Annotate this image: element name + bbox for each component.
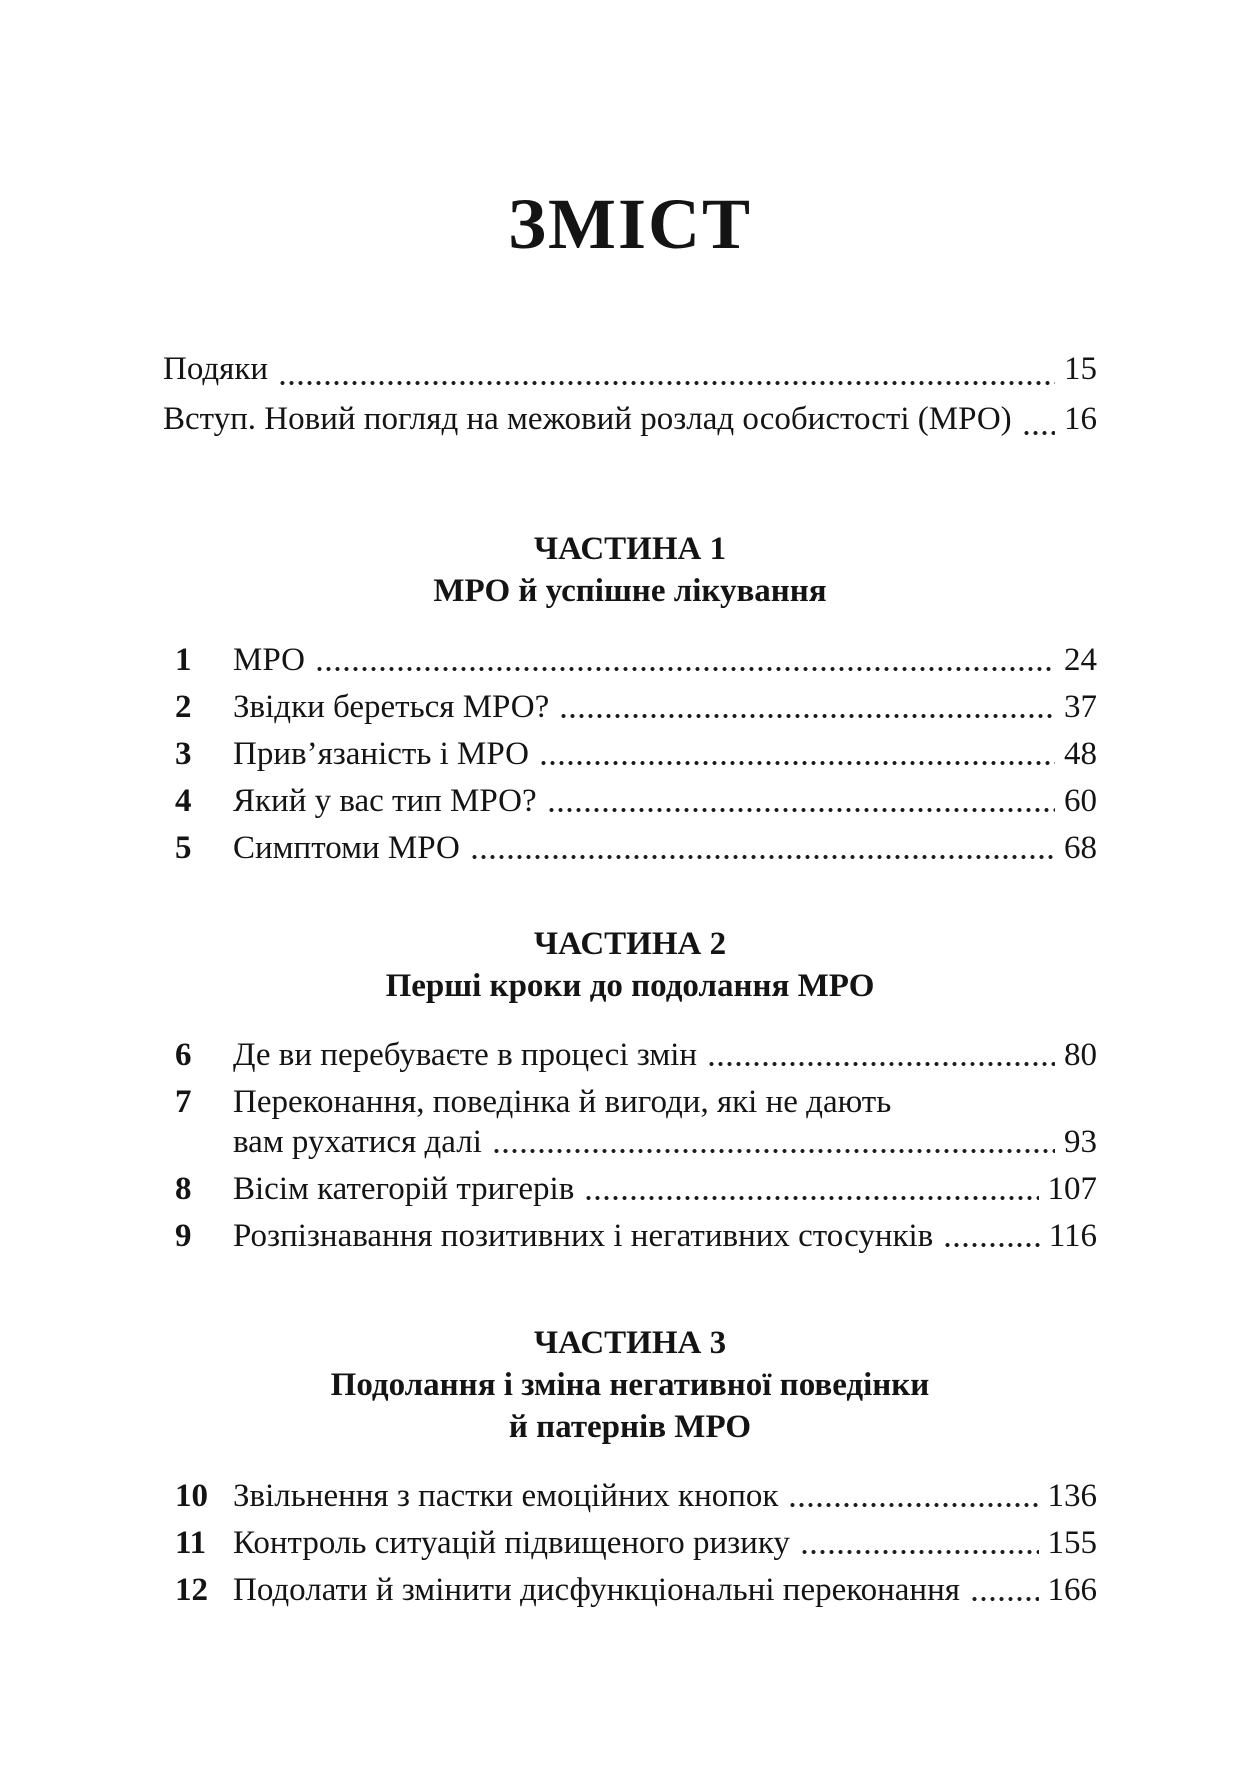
part-heading [163, 528, 1097, 612]
page-title: ЗМІСТ [508, 184, 752, 264]
part-subtitle-line-2: й патернів МРО [508, 1409, 752, 1445]
dot-leader [584, 1193, 1038, 1203]
chapter-title-multiline [233, 1082, 1097, 1162]
part-label: ЧАСТИНА 3 [533, 1325, 727, 1361]
chapter-title: Подолати й змінити дисфункціональні переконання [233, 1572, 960, 1608]
page-number: 80 [1064, 1037, 1097, 1073]
chapter-title-line-2-row [233, 1122, 1097, 1162]
chapter-title: Контроль ситуацій підвищеного ризику [233, 1525, 790, 1561]
part-subtitle: МРО й успішне лікування [433, 573, 827, 609]
chapter-number: 3 [175, 736, 192, 772]
page-number: 107 [1047, 1171, 1097, 1207]
page-number: 48 [1064, 736, 1097, 772]
chapter-number: 1 [175, 642, 192, 678]
dot-leader [315, 664, 1055, 674]
toc-entry [163, 1476, 1097, 1516]
page-number: 68 [1064, 830, 1097, 866]
dot-leader [547, 805, 1055, 815]
chapter-number: 2 [175, 689, 192, 725]
chapter-list [163, 640, 1097, 868]
toc-entry [163, 781, 1097, 821]
page-number: 16 [1064, 401, 1097, 437]
chapter-title: МРО [233, 642, 305, 678]
chapter-title: Розпізнавання позитивних і негативних стосунків [233, 1218, 934, 1254]
dot-leader [943, 1240, 1039, 1250]
chapter-number: 8 [175, 1171, 192, 1207]
chapter-number: 9 [175, 1218, 192, 1254]
dot-leader [788, 1500, 1038, 1510]
toc-entry [163, 1082, 1097, 1162]
chapter-title: Вісім категорій тригерів [233, 1171, 575, 1207]
part-subtitle-line-1: Подолання і зміна негативної поведінки [330, 1367, 930, 1403]
part-heading [163, 923, 1097, 1007]
dot-leader [470, 852, 1055, 862]
chapter-title: Прив’язаність і МРО [233, 736, 529, 772]
toc-entry [163, 1169, 1097, 1209]
page-number: 166 [1047, 1572, 1097, 1608]
dot-leader [492, 1146, 1055, 1156]
front-matter-list [163, 344, 1097, 444]
toc-entry [163, 344, 1097, 394]
page-number: 155 [1047, 1525, 1097, 1561]
page-number: 15 [1064, 351, 1097, 387]
toc-entry [163, 1035, 1097, 1075]
toc-entry [163, 394, 1097, 444]
toc-entry [163, 640, 1097, 680]
page-number: 37 [1064, 689, 1097, 725]
chapter-title: Який у вас тип МРО? [233, 783, 537, 819]
toc-entry [163, 687, 1097, 727]
chapter-number: 12 [175, 1572, 208, 1608]
page-number: 24 [1064, 642, 1097, 678]
chapter-list [163, 1476, 1097, 1610]
dot-leader [800, 1547, 1039, 1557]
dot-leader [539, 758, 1055, 768]
dot-leader [970, 1594, 1039, 1604]
chapter-title: Звідки береться МРО? [233, 689, 550, 725]
chapter-number: 6 [175, 1037, 192, 1073]
chapter-title: Де ви перебуваєте в процесі змін [233, 1037, 698, 1073]
chapter-number: 10 [175, 1478, 208, 1514]
dot-leader [707, 1059, 1055, 1069]
chapter-list [163, 1035, 1097, 1256]
part-subtitle: Перші кроки до подолання МРО [385, 968, 875, 1004]
page-number: 116 [1048, 1218, 1097, 1254]
chapter-number: 4 [175, 783, 192, 819]
entry-label: Вступ. Новий погляд на межовий розлад особистості (МРО) [163, 401, 1012, 437]
chapter-title: Звільнення з пастки емоційних кнопок [233, 1478, 779, 1514]
part-heading [163, 1322, 1097, 1448]
dot-leader [559, 711, 1055, 721]
toc-entry [163, 1216, 1097, 1256]
chapter-number: 7 [175, 1084, 192, 1120]
toc-content [163, 184, 1097, 1610]
dot-leader [278, 378, 1055, 388]
chapter-number: 11 [175, 1525, 207, 1561]
dot-leader [1022, 428, 1055, 438]
chapter-title-line-2: вам рухатися далі [233, 1124, 482, 1160]
page-number: 93 [1064, 1124, 1097, 1160]
toc-entry [163, 1570, 1097, 1610]
toc-entry [163, 828, 1097, 868]
part-label: ЧАСТИНА 2 [533, 926, 727, 962]
chapter-title-line-1: Переконання, поведінка й вигоди, які не дають [233, 1084, 892, 1120]
page-number: 60 [1064, 783, 1097, 819]
toc-entry [163, 734, 1097, 774]
toc-entry [163, 1523, 1097, 1563]
part-label: ЧАСТИНА 1 [533, 531, 727, 567]
chapter-title: Симптоми МРО [233, 830, 460, 866]
chapter-number: 5 [175, 830, 192, 866]
page-number: 136 [1047, 1478, 1097, 1514]
entry-label: Подяки [163, 351, 269, 387]
